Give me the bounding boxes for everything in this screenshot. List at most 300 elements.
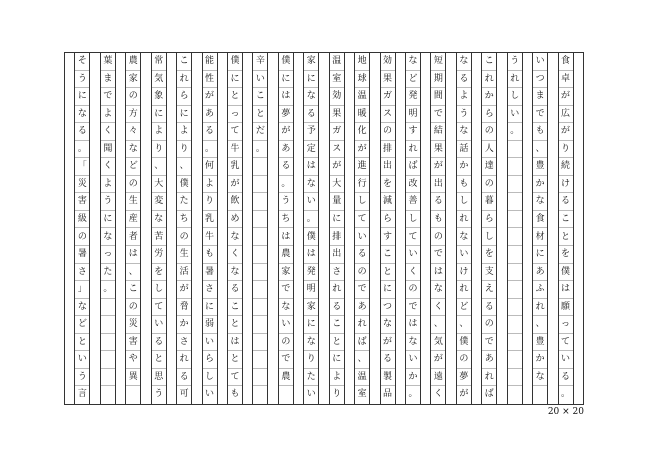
grid-cell: 何: [203, 158, 217, 176]
grid-cell: 果: [431, 141, 445, 159]
grid-cell: 気: [431, 334, 445, 352]
grid-cell: 僕: [457, 334, 471, 352]
grid-cell: く: [101, 123, 115, 141]
grid-cell: 排: [330, 229, 344, 247]
grid-cell: だ: [253, 123, 267, 141]
grid-cell: も: [533, 123, 547, 141]
grid-cell: 球: [355, 71, 369, 89]
grid-cell: 。: [75, 141, 89, 159]
grid-cell: れ: [406, 141, 420, 159]
grid-cell: 」: [75, 281, 89, 299]
grid-cell: と: [228, 351, 242, 369]
grid-cell: 僕: [228, 53, 242, 71]
grid-cell: 乳: [203, 211, 217, 229]
grid-cell: い: [457, 246, 471, 264]
grid-cell: [508, 281, 522, 299]
grid-cell: を: [152, 264, 166, 282]
grid-cell: な: [406, 53, 420, 71]
grid-cell: 暖: [355, 106, 369, 124]
grid-cell: [253, 211, 267, 229]
grid-cell: た: [101, 264, 115, 282]
grid-cell: つ: [381, 299, 395, 317]
manuscript-sheet: [64, 52, 584, 405]
grid-cell: て: [355, 211, 369, 229]
grid-cell: 乳: [228, 158, 242, 176]
grid-cell: 級: [75, 211, 89, 229]
grid-cell: た: [177, 193, 191, 211]
grid-cell: [101, 299, 115, 317]
grid-cell: 出: [381, 158, 395, 176]
grid-cell: 僕: [177, 176, 191, 194]
grid-cell: れ: [177, 71, 191, 89]
grid-cell: な: [75, 299, 89, 317]
grid-cell: を: [559, 246, 573, 264]
grid-cell: [508, 176, 522, 194]
grid-cell: め: [228, 211, 242, 229]
grid-cell: あ: [533, 264, 547, 282]
grid-cell: う: [154, 389, 164, 400]
grid-cell: で: [279, 351, 293, 369]
grid-cell: し: [152, 281, 166, 299]
grid-cell: ま: [101, 71, 115, 89]
grid-cell: よ: [330, 369, 344, 387]
grid-cell: る: [228, 281, 242, 299]
grid-cell: 家: [126, 71, 140, 89]
grid-cell: こ: [126, 281, 140, 299]
grid-cell: て: [406, 229, 420, 247]
grid-cell: り: [177, 141, 191, 159]
grid-cell: あ: [355, 299, 369, 317]
grid-cell: っ: [228, 106, 242, 124]
grid-cell: の: [355, 264, 369, 282]
grid-cell: 僕: [559, 264, 573, 282]
grid-cell: [508, 299, 522, 317]
grid-cell: [533, 386, 547, 404]
grid-cell: ど: [457, 299, 471, 317]
grid-cell: よ: [457, 88, 471, 106]
grid-cell: 、: [177, 158, 191, 176]
grid-cell: く: [406, 264, 420, 282]
grid-cell: な: [304, 88, 318, 106]
grid-cell: な: [304, 176, 318, 194]
text-column: [456, 53, 472, 404]
grid-cell: と: [75, 334, 89, 352]
grid-cell: と: [152, 351, 166, 369]
grid-cell: あ: [279, 141, 293, 159]
grid-cell: な: [228, 264, 242, 282]
text-column: [74, 53, 90, 404]
grid-cell: と: [381, 264, 395, 282]
grid-cell: う: [279, 193, 293, 211]
grid-cell: [126, 386, 140, 404]
grid-cell: に: [330, 351, 344, 369]
grid-cell: る: [330, 299, 344, 317]
grid-cell: 、: [126, 264, 140, 282]
grid-cell: 。: [508, 123, 522, 141]
grid-cell: 害: [126, 334, 140, 352]
grid-cell: 改: [406, 176, 420, 194]
grid-cell: り: [559, 141, 573, 159]
grid-cell: が: [203, 88, 217, 106]
grid-cell: [253, 264, 267, 282]
grid-cell: い: [253, 71, 267, 89]
text-column: [100, 53, 116, 404]
grid-cell: 苦: [152, 229, 166, 247]
grid-cell: 思: [152, 369, 166, 387]
grid-cell: さ: [75, 264, 89, 282]
grid-cell: た: [304, 369, 318, 387]
grid-cell: の: [126, 88, 140, 106]
grid-cell: 大: [152, 176, 166, 194]
grid-cell: [253, 229, 267, 247]
grid-cell: れ: [457, 211, 471, 229]
grid-cell: い: [406, 351, 420, 369]
grid-cell: 人: [482, 141, 496, 159]
grid-cell: 弱: [203, 316, 217, 334]
grid-cell: 減: [381, 193, 395, 211]
grid-cell: は: [304, 246, 318, 264]
grid-cell: し: [457, 193, 471, 211]
grid-cell: が: [228, 176, 242, 194]
grid-cell: な: [533, 193, 547, 211]
grid-cell: 卓: [559, 71, 573, 89]
grid-cell: ど: [75, 316, 89, 334]
grid-cell: [253, 281, 267, 299]
grid-cell: 家: [279, 264, 293, 282]
grid-cell: ガ: [381, 88, 395, 106]
grid-cell: の: [177, 229, 191, 247]
grid-cell: 地: [355, 53, 369, 71]
grid-cell: [253, 176, 267, 194]
grid-cell: ち: [177, 211, 191, 229]
grid-cell: れ: [508, 71, 522, 89]
grid-cell: ば: [355, 334, 369, 352]
text-column: [176, 53, 192, 404]
grid-cell: [101, 386, 115, 404]
grid-cell: で: [355, 281, 369, 299]
grid-cell: [508, 386, 522, 404]
grid-cell: 言: [77, 389, 87, 400]
grid-cell: ら: [482, 211, 496, 229]
text-column: [405, 53, 421, 404]
grid-cell: 脅: [177, 299, 191, 317]
grid-cell: 豊: [533, 158, 547, 176]
grid-cell: は: [304, 158, 318, 176]
grid-cell: 方: [126, 106, 140, 124]
grid-cell: ら: [482, 106, 496, 124]
grid-cell: く: [431, 299, 445, 317]
grid-cell: に: [304, 71, 318, 89]
grid-cell: か: [482, 88, 496, 106]
grid-cell: ら: [381, 211, 395, 229]
grid-cell: 化: [355, 123, 369, 141]
grid-cell: も: [431, 211, 445, 229]
grid-cell: な: [431, 281, 445, 299]
text-column: [430, 53, 446, 404]
grid-cell: く: [228, 246, 242, 264]
grid-cell: て: [228, 369, 242, 387]
grid-cell: 「: [75, 158, 89, 176]
grid-cell: で: [431, 246, 445, 264]
grid-cell: [508, 264, 522, 282]
grid-cell: [253, 193, 267, 211]
grid-cell: に: [533, 246, 547, 264]
grid-cell: の: [482, 123, 496, 141]
grid-cell: [508, 158, 522, 176]
grid-cell: が: [431, 351, 445, 369]
grid-cell: ガ: [330, 123, 344, 141]
grid-cell: 能: [203, 53, 217, 71]
grid-cell: 豊: [533, 334, 547, 352]
grid-cell: れ: [482, 369, 496, 387]
grid-cell: そ: [75, 53, 89, 71]
grid-cell: れ: [482, 71, 496, 89]
grid-cell: 、: [533, 316, 547, 334]
grid-cell: は: [279, 229, 293, 247]
grid-cell: 常: [152, 53, 166, 71]
grid-cell: 異: [126, 369, 140, 387]
grid-cell: な: [457, 53, 471, 71]
grid-cell: い: [559, 351, 573, 369]
grid-cell: 大: [330, 176, 344, 194]
grid-cell: [508, 334, 522, 352]
grid-cell: の: [126, 299, 140, 317]
grid-cell: 。: [203, 141, 217, 159]
grid-cell: な: [406, 334, 420, 352]
grid-cell: で: [406, 299, 420, 317]
grid-cell: [508, 369, 522, 387]
grid-cell: 夢: [279, 106, 293, 124]
grid-cell: 明: [304, 281, 318, 299]
grid-cell: に: [101, 211, 115, 229]
grid-cell: [253, 386, 267, 404]
grid-cell: 材: [533, 229, 547, 247]
grid-cell: 。: [408, 389, 418, 400]
grid-cell: る: [152, 334, 166, 352]
grid-cell: て: [228, 123, 242, 141]
grid-cell: 短: [431, 53, 445, 71]
grid-cell: こ: [559, 211, 573, 229]
grid-cell: 間: [431, 88, 445, 106]
grid-cell: な: [457, 229, 471, 247]
text-column: [227, 53, 243, 404]
grid-cell: ま: [533, 88, 547, 106]
grid-cell: ス: [381, 106, 395, 124]
grid-cell: も: [203, 246, 217, 264]
grid-cell: [101, 334, 115, 352]
grid-cell: 可: [179, 389, 189, 400]
grid-cell: よ: [177, 123, 191, 141]
grid-cell: り: [304, 351, 318, 369]
text-column: [278, 53, 294, 404]
grid-cell: 効: [330, 88, 344, 106]
grid-cell: か: [533, 176, 547, 194]
grid-cell: が: [381, 334, 395, 352]
grid-cell: 温: [355, 369, 369, 387]
grid-cell: は: [559, 281, 573, 299]
grid-cell: な: [152, 211, 166, 229]
grid-cell: て: [152, 299, 166, 317]
grid-cell: が: [330, 158, 344, 176]
grid-cell: 暑: [203, 264, 217, 282]
grid-cell: か: [457, 158, 471, 176]
grid-cell: 定: [304, 141, 318, 159]
grid-cell: こ: [177, 53, 191, 71]
grid-cell: の: [279, 334, 293, 352]
grid-cell: 気: [152, 71, 166, 89]
grid-cell: に: [381, 281, 395, 299]
grid-cell: 。: [101, 281, 115, 299]
grid-cell: 、: [533, 141, 547, 159]
grid-cell: ふ: [533, 281, 547, 299]
grid-cell: よ: [101, 106, 115, 124]
grid-cell: 変: [152, 193, 166, 211]
grid-cell: こ: [381, 246, 395, 264]
grid-cell: 、: [152, 158, 166, 176]
grid-cell: な: [381, 316, 395, 334]
grid-cell: こ: [253, 88, 267, 106]
grid-cell: の: [126, 176, 140, 194]
grid-cell: さ: [203, 281, 217, 299]
grid-cell: る: [381, 351, 395, 369]
grid-cell: は: [228, 334, 242, 352]
grid-cell: 効: [381, 53, 395, 71]
grid-size-label: 20 × 20: [547, 407, 584, 417]
grid-cell: し: [355, 193, 369, 211]
grid-cell: け: [559, 176, 573, 194]
grid-cell: 続: [559, 158, 573, 176]
grid-cell: 発: [406, 88, 420, 106]
grid-cell: 広: [559, 106, 573, 124]
grid-cell: で: [431, 106, 445, 124]
grid-cell: の: [381, 123, 395, 141]
grid-cell: ど: [406, 71, 420, 89]
grid-cell: ら: [203, 351, 217, 369]
grid-cell: て: [559, 334, 573, 352]
grid-cell: 生: [177, 246, 191, 264]
grid-cell: い: [355, 229, 369, 247]
grid-cell: 産: [126, 211, 140, 229]
grid-cell: 、: [355, 351, 369, 369]
grid-cell: に: [177, 106, 191, 124]
grid-cell: の: [482, 316, 496, 334]
grid-cell: う: [75, 71, 89, 89]
grid-cell: い: [203, 334, 217, 352]
grid-cell: い: [306, 389, 316, 400]
grid-cell: [253, 351, 267, 369]
text-column: [481, 53, 497, 404]
grid-cell: の: [457, 351, 471, 369]
grid-cell: 暑: [75, 246, 89, 264]
grid-cell: 明: [406, 106, 420, 124]
grid-cell: [508, 246, 522, 264]
grid-cell: か: [406, 369, 420, 387]
grid-cell: が: [355, 141, 369, 159]
grid-cell: あ: [203, 106, 217, 124]
grid-cell: ど: [126, 158, 140, 176]
grid-cell: [253, 246, 267, 264]
grid-cell: う: [457, 106, 471, 124]
grid-cell: 家: [304, 299, 318, 317]
text-column: [151, 53, 167, 404]
grid-cell: い: [533, 53, 547, 71]
grid-cell: つ: [533, 71, 547, 89]
grid-cell: 。: [253, 141, 267, 159]
grid-cell: ば: [406, 158, 420, 176]
grid-cell: い: [508, 106, 522, 124]
grid-cell: さ: [330, 264, 344, 282]
grid-cell: 行: [355, 176, 369, 194]
grid-cell: 農: [279, 246, 293, 264]
grid-cell: に: [203, 299, 217, 317]
grid-cell: な: [75, 106, 89, 124]
grid-cell: に: [304, 316, 318, 334]
grid-cell: い: [152, 316, 166, 334]
grid-cell: よ: [152, 123, 166, 141]
grid-cell: な: [126, 141, 140, 159]
grid-cell: 活: [177, 264, 191, 282]
grid-cell: な: [279, 299, 293, 317]
text-column: [252, 53, 268, 404]
grid-cell: ス: [330, 141, 344, 159]
grid-cell: 僕: [279, 53, 293, 71]
grid-cell: う: [508, 53, 522, 71]
grid-cell: 。: [561, 389, 571, 400]
grid-cell: れ: [533, 299, 547, 317]
grid-cell: い: [205, 389, 215, 400]
grid-cell: [508, 193, 522, 211]
grid-cell: 期: [431, 71, 445, 89]
grid-cell: 牛: [203, 229, 217, 247]
grid-cell: が: [559, 88, 573, 106]
grid-cell: 害: [75, 193, 89, 211]
grid-cell: 願: [559, 299, 573, 317]
grid-cell: が: [177, 281, 191, 299]
grid-cell: な: [457, 123, 471, 141]
grid-cell: [253, 369, 267, 387]
text-column: [354, 53, 370, 404]
grid-cell: 象: [152, 88, 166, 106]
grid-cell: も: [230, 389, 240, 400]
grid-cell: で: [533, 106, 547, 124]
grid-cell: っ: [101, 246, 115, 264]
text-column: [380, 53, 396, 404]
grid-cell: し: [406, 211, 420, 229]
grid-cell: [508, 211, 522, 229]
grid-cell: 食: [533, 211, 547, 229]
grid-cell: る: [203, 123, 217, 141]
grid-cell: さ: [177, 334, 191, 352]
grid-cell: 温: [330, 53, 344, 71]
grid-cell: れ: [355, 316, 369, 334]
grid-cell: で: [101, 88, 115, 106]
grid-cell: 発: [304, 264, 318, 282]
grid-cell: け: [457, 264, 471, 282]
grid-cell: す: [381, 229, 395, 247]
grid-cell: 支: [482, 264, 496, 282]
grid-cell: う: [101, 193, 115, 211]
grid-cell: い: [75, 351, 89, 369]
grid-cell: り: [332, 389, 342, 400]
grid-cell: な: [228, 229, 242, 247]
grid-cell: に: [228, 71, 242, 89]
grid-cell: る: [431, 193, 445, 211]
grid-cell: 達: [482, 158, 496, 176]
grid-cell: ち: [279, 211, 293, 229]
grid-cell: は: [406, 316, 420, 334]
grid-cell: な: [304, 334, 318, 352]
grid-cell: 善: [406, 193, 420, 211]
